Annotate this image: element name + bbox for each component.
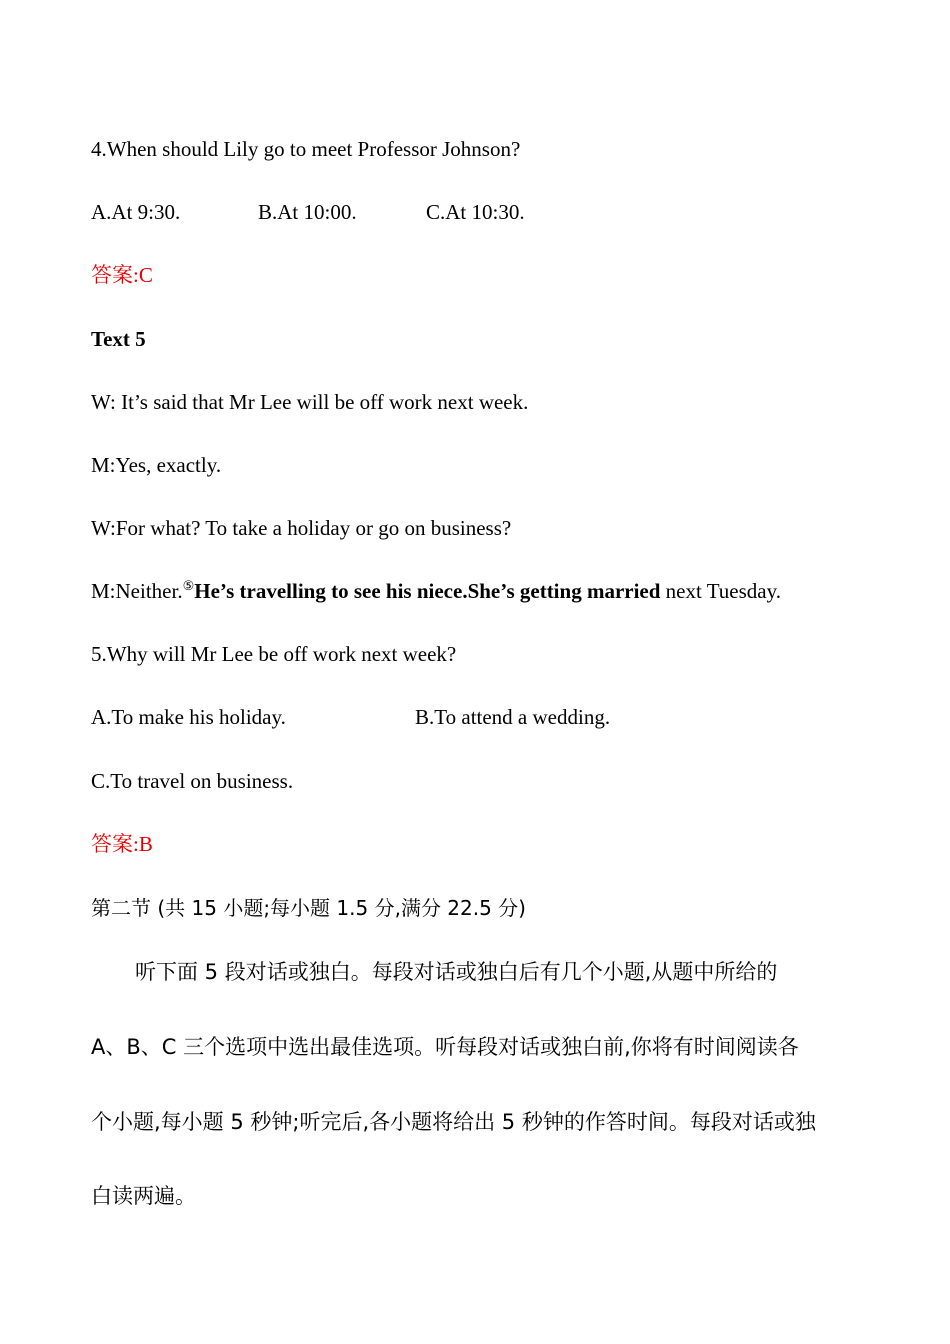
question-5-options-row1 bbox=[91, 703, 791, 731]
option-a: A.To make his holiday. bbox=[91, 705, 286, 729]
dialogue-m2-prefix: M:Neither. bbox=[91, 579, 183, 603]
instruction-line-3: 个小题,每小题 5 秒钟;听完后,各小题将给出 5 秒钟的作答时间。每段对话或独 bbox=[91, 1110, 816, 1134]
question-5: 5.Why will Mr Lee be off work next week? bbox=[91, 642, 457, 666]
dialogue-line-w2: W:For what? To take a holiday or go on business? bbox=[91, 516, 512, 540]
option-c: C.To travel on business. bbox=[91, 769, 294, 793]
note-marker-5: ⑤ bbox=[182, 578, 195, 593]
instruction-line-4: 白读两遍。 bbox=[91, 1184, 196, 1208]
option-c: C.At 10:30. bbox=[426, 200, 525, 224]
option-b: B.To attend a wedding. bbox=[415, 705, 611, 729]
dialogue-line-w1: W: It’s said that Mr Lee will be off work next week. bbox=[91, 390, 529, 414]
text-5-heading: Text 5 bbox=[91, 327, 146, 351]
question-4-options bbox=[91, 198, 691, 226]
section-2-instructions bbox=[91, 958, 861, 1218]
question-4: 4.When should Lily go to meet Professor Johnson? bbox=[91, 137, 521, 161]
answer-4: 答案:C bbox=[91, 263, 153, 287]
dialogue-m2-suffix: next Tuesday. bbox=[660, 579, 781, 603]
instruction-line-1: 听下面 5 段对话或独白。每段对话或独白后有几个小题,从题中所给的 bbox=[135, 960, 778, 984]
section-2-title: 第二节 (共 15 小题;每小题 1.5 分,满分 22.5 分) bbox=[91, 896, 526, 920]
dialogue-m2-key-sentence: He’s travelling to see his niece.She’s getting married bbox=[194, 579, 661, 603]
option-b: B.At 10:00. bbox=[258, 200, 357, 224]
dialogue-line-m2 bbox=[91, 577, 781, 605]
dialogue-line-m1: M:Yes, exactly. bbox=[91, 453, 222, 477]
option-a: A.At 9:30. bbox=[91, 200, 181, 224]
instruction-line-2: A、B、C 三个选项中选出最佳选项。听每段对话或独白前,你将有时间阅读各 bbox=[91, 1035, 799, 1059]
answer-5: 答案:B bbox=[91, 832, 153, 856]
